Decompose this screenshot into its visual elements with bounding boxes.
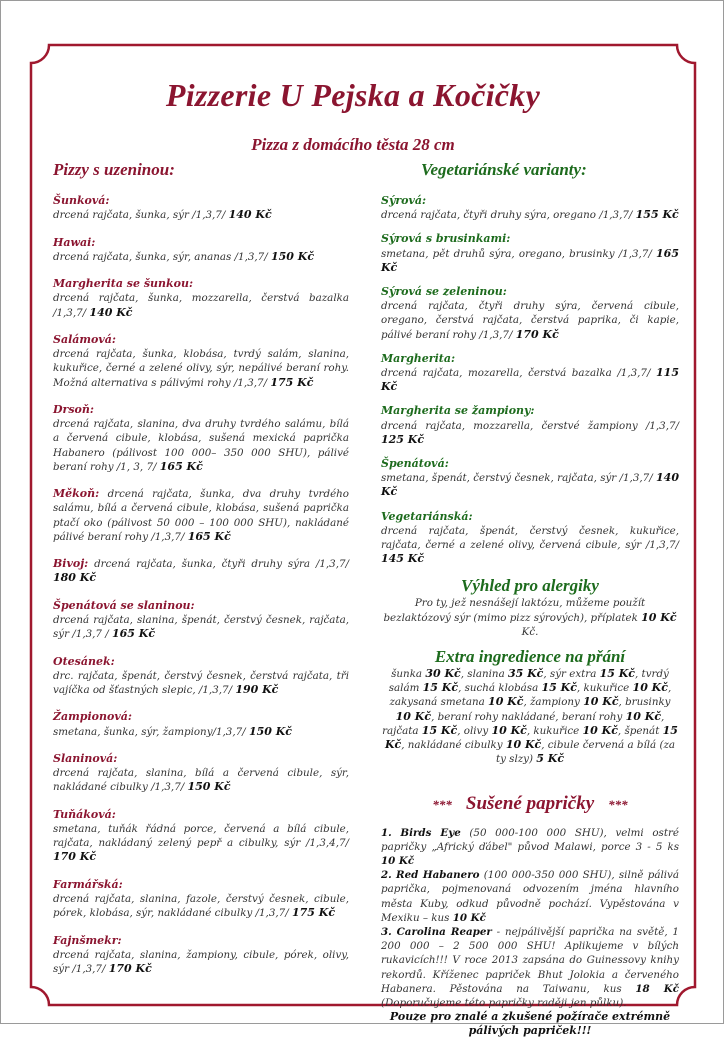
item-description: smetana, tuňák řádná porce, červená a bílá cibule, rajčata, nakládaný zelený pepř a cibulky, sýr /1,3,4,7/ [53,823,349,849]
item-price: 165 Kč [160,460,203,473]
item-price: 170 Kč [53,850,96,863]
item-name: Sýrová s brusinkami: [381,232,679,246]
extra-price: 15 Kč [600,667,635,680]
item-price: 180 Kč [53,571,96,584]
pepper-note: (Doporučujeme této papričky raději jen půlku). [381,997,626,1009]
item-price: 155 Kč [636,208,679,221]
pepper-price: 10 Kč [453,912,486,924]
extra-price: 10 Kč [488,695,523,708]
stars-decoration: *** [432,797,452,812]
pepper-price: 18 Kč [635,983,679,995]
page-title: Pizzerie U Pejska a Kočičky [1,77,705,114]
menu-item [53,194,349,222]
item-name: Margherita se žampiony: [381,404,679,418]
extra-price: 10 Kč [633,681,668,694]
menu-item [381,352,679,395]
item-price: 165 Kč [112,627,155,640]
item-name: Margherita se šunkou: [53,277,349,291]
extra-price: 10 Kč [396,710,431,723]
item-price: 140 Kč [229,208,272,221]
extra-price: 15 Kč [542,681,577,694]
item-price: 140 Kč [89,306,132,319]
item-name: Margherita: [381,352,679,366]
menu-item [381,194,679,222]
item-price: 150 Kč [271,250,314,263]
item-price: 165 Kč [381,247,679,274]
pepper-item [381,868,679,925]
extra-price: 10 Kč [506,738,541,751]
item-name: Žampionová: [53,710,349,724]
item-description: drcená rajčata, šunka, čtyři druhy sýra /1,3,7/ [94,558,349,570]
item-description: drcená rajčata, slanina, bílá a červená cibule, sýr, nakládané cibulky /1,3,7/ [53,767,349,793]
menu-item [53,333,349,390]
item-name: Salámová: [53,333,349,347]
item-description: drcená rajčata, slanina, fazole, čerstvý česnek, cibule, pórek, klobása, sýr, nakládané cibulky /1,3,7/ [53,893,349,919]
item-name: Bivoj: [53,557,88,570]
item-name: Hawai: [53,236,349,250]
pepper-item [381,925,679,1010]
item-description: drcená rajčata, mozzarella, čerstvé žampiony /1,3,7/ [381,420,679,432]
item-description: smetana, šunka, sýr, žampiony/1,3,7/ [53,726,246,738]
extra-price: 5 Kč [536,752,564,765]
item-description: drcená rajčata, špenát, čerstvý česnek, kukuřice, rajčata, černé a zelené olivy, červená cibule, sýr /1,3,7/ [381,525,679,551]
allergy-section [381,576,679,639]
item-description: drcená rajčata, šunka, klobása, tvrdý salám, slanina, kukuřice, černé a zelené olivy, sýr, nepálivé beraní rohy. Možná alternativa s pálivými rohy /1,3,7/ [53,348,349,388]
meat-pizza-heading: Pizzy s uzeninou: [53,160,349,180]
item-price: 150 Kč [188,780,231,793]
allergy-text: Pro ty, jež nesnášejí laktózu, můžeme použít bezlaktózový sýr (mimo pizz sýrových), příplatek 10 Kč Kč. [381,596,679,639]
item-description: drcená rajčata, šunka, dva druhy tvrdého salámu, bílá a červená cibule, klobása, sušená paprička ptačí oko (pálivost 50 000 – 100 000 SHU), nakládané pálivé beraní rohy /1,3,7/ [53,488,349,543]
meat-pizza-column [53,160,349,989]
item-name: Sýrová se zeleninou: [381,285,679,299]
item-name: Špenátová: [381,457,679,471]
item-price: 140 Kč [381,471,679,498]
item-name: Farmářská: [53,878,349,892]
item-name: Drsoň: [53,403,349,417]
meat-pizza-list [53,194,349,976]
item-price: 145 Kč [381,552,424,565]
veg-pizza-heading: Vegetariánské varianty: [421,160,679,180]
extra-price: 30 Kč [425,667,460,680]
item-description: drcená rajčata, slanina, žampiony, cibule, pórek, olivy, sýr /1,3,7/ [53,949,349,975]
extra-price: 35 Kč [508,667,543,680]
extra-price: 10 Kč [626,710,661,723]
pepper-price: 10 Kč [381,855,414,867]
item-description: drcená rajčata, slanina, špenát, čerstvý česnek, rajčata, sýr /1,3,7 / [53,614,349,640]
item-description: drcená rajčata, čtyři druhy sýra, červená cibule, oregano, čerstvá rajčata, čerstvá paprika, či kapie, pálivé beraní rohy /1,3,7/ [381,300,679,340]
menu-item [53,403,349,474]
extras-section [381,647,679,766]
menu-item [53,710,349,738]
extra-price: 15 Kč [422,724,457,737]
pepper-name: Red Habanero [396,869,479,881]
item-description: drcená rajčata, čtyři druhy sýra, oregano /1,3,7/ [381,209,632,221]
item-description: drcená rajčata, šunka, sýr, ananas /1,3,7/ [53,251,268,263]
item-price: 170 Kč [516,328,559,341]
menu-item [381,457,679,500]
item-price: 165 Kč [188,530,231,543]
item-description: smetana, špenát, čerstvý česnek, rajčata, sýr /1,3,7/ [381,472,653,484]
item-name: Vegetariánská: [381,510,679,524]
pepper-number: 1. [381,827,392,839]
item-price: 125 Kč [381,433,424,446]
item-description: smetana, pět druhů sýra, oregano, brusinky /1,3,7/ [381,248,652,260]
pepper-description: (100 000-350 000 SHU), silně pálivá paprička, pojmenovaná odvozením jména hlavního města Kuby, odkud původně pochází. Vypěstována v Mexiku – kus [381,869,679,924]
item-name: Sýrová: [381,194,679,208]
item-price: 170 Kč [109,962,152,975]
item-name: Slaninová: [53,752,349,766]
peppers-list [381,826,679,1011]
veg-pizza-list [381,194,679,566]
menu-item [53,655,349,698]
pepper-number: 2. [381,869,392,881]
pepper-name: Birds Eye [400,827,460,839]
item-description: drc. rajčata, špenát, čerstvý česnek, čerstvá rajčata, tři vajíčka od šťastných slepic, /1,3,7/ [53,670,349,696]
item-description: drcená rajčata, šunka, mozzarella, čerstvá bazalka /1,3,7/ [53,292,349,318]
extra-price: 15 Kč [423,681,458,694]
peppers-warning: Pouze pro znalé a zkušené požírače extrémně pálivých papriček!!! [381,1010,679,1038]
pepper-description: (50 000-100 000 SHU), velmi ostré papričky „Africký ďábel" původ Malawi, porce 3 - 5 ks [381,827,679,853]
extra-price: 10 Kč [583,724,618,737]
allergy-heading: Výhled pro alergiky [381,576,679,596]
item-price: 175 Kč [270,376,313,389]
allergy-price: 10 Kč [641,611,676,624]
item-name: Šunková: [53,194,349,208]
menu-item [53,752,349,795]
item-name: Měkoň: [53,487,99,500]
pepper-name: Carolina Reaper [397,926,492,938]
peppers-section [381,793,679,1038]
extra-price: 10 Kč [583,695,618,708]
item-name: Otesánek: [53,655,349,669]
item-name: Tuňáková: [53,808,349,822]
extra-price: 15 Kč [385,724,678,751]
item-price: 150 Kč [249,725,292,738]
stars-decoration: *** [608,797,628,812]
veg-pizza-column [381,160,679,1038]
extras-heading: Extra ingredience na přání [381,647,679,667]
pepper-description: - nejpálivější paprička na světě, 1 200 000 – 2 500 000 SHU! Aplikujeme v bílých rukavicích!!! V roce 2013 zapsána do Guinessovy knihy rekordů. Kříženec papriček Bhut Jolokia a červeného Habanera. Pěstována na Taiwanu, kus [381,926,679,995]
menu-item [381,285,679,342]
item-description: drcená rajčata, mozarella, čerstvá bazalka /1,3,7/ [381,367,650,379]
menu-item [53,236,349,264]
menu-item [381,404,679,447]
item-description: drcená rajčata, šunka, sýr /1,3,7/ [53,209,225,221]
item-price: 190 Kč [235,683,278,696]
menu-item [53,934,349,977]
menu-item [53,487,349,544]
item-name: Fajnšmekr: [53,934,349,948]
pepper-item [381,826,679,869]
extras-text: šunka 30 Kč, slanina 35 Kč, sýr extra 15 Kč, tvrdý salám 15 Kč, suchá klobása 15 Kč, kukuřice 10 Kč, zakysaná smetana 10 Kč, žampiony 10 Kč, brusinky 10 Kč, beraní rohy nakládané, beraní rohy 10 Kč, rajčata 15 Kč, olivy 10 Kč, kukuřice 10 Kč, špenát 15 Kč, nakládané cibulky 10 Kč, cibule červená a bílá (za ty slzy) 5 Kč [381,667,679,766]
menu-item [53,599,349,642]
menu-item [53,878,349,921]
pepper-number: 3. [381,926,392,938]
menu-item [53,808,349,865]
menu-item [53,557,349,585]
menu-item [381,232,679,275]
menu-item [381,510,679,567]
item-price: 175 Kč [292,906,335,919]
item-description: drcená rajčata, slanina, dva druhy tvrdého salámu, bílá a červená cibule, klobása, sušená mexická paprička Habanero (pálivost 100 000– 350 000 SHU), pálivé beraní rohy /1, 3, 7/ [53,418,349,473]
menu-item [53,277,349,320]
extra-price: 10 Kč [491,724,526,737]
peppers-heading: *** Sušené papričky *** [381,793,679,816]
item-name: Špenátová se slaninou: [53,599,349,613]
page-subtitle: Pizza z domácího těsta 28 cm [1,135,705,155]
item-price: 115 Kč [381,366,679,393]
